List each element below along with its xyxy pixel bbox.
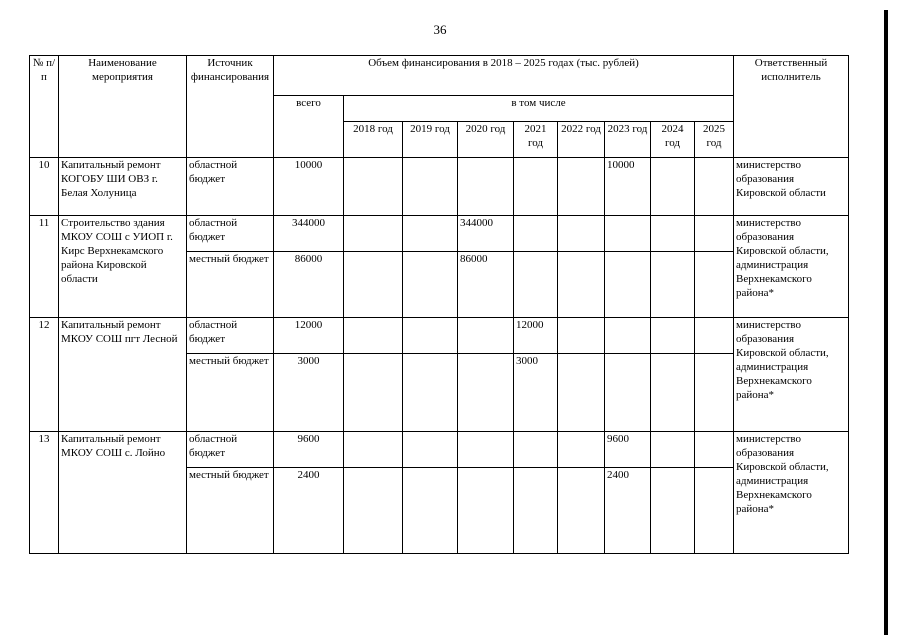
year-amount	[605, 252, 651, 318]
header-funding: Объем финансирования в 2018 – 2025 годах (тыс. рублей)	[274, 56, 734, 96]
year-amount	[558, 432, 605, 468]
year-amount	[695, 318, 734, 354]
year-amount	[458, 318, 514, 354]
year-amount	[695, 158, 734, 216]
year-amount	[458, 354, 514, 432]
table-row	[30, 318, 849, 354]
year-amount: 10000	[605, 158, 651, 216]
row-number: 10	[30, 158, 59, 216]
year-amount	[344, 432, 403, 468]
header-year: 2018 год	[344, 122, 403, 158]
header-source: Источник финансирования	[187, 56, 274, 158]
responsible-executor: министерство образования Кировской области, администрация Верхнекамского района*	[734, 216, 849, 318]
year-amount	[458, 432, 514, 468]
funding-table	[29, 55, 849, 554]
total-amount: 12000	[274, 318, 344, 354]
total-amount: 10000	[274, 158, 344, 216]
header-num: № п/п	[30, 56, 59, 158]
year-amount	[695, 252, 734, 318]
total-amount: 3000	[274, 354, 344, 432]
year-amount	[651, 354, 695, 432]
year-amount	[403, 432, 458, 468]
header-year: 2019 год	[403, 122, 458, 158]
year-amount	[403, 252, 458, 318]
header-year: 2024 год	[651, 122, 695, 158]
table-row	[30, 158, 849, 216]
page-edge-line	[884, 10, 888, 635]
year-amount	[651, 252, 695, 318]
year-amount	[344, 216, 403, 252]
activity-name: Капитальный ремонт КОГОБУ ШИ ОВЗ г. Белая Холуница	[59, 158, 187, 216]
year-amount	[651, 216, 695, 252]
year-amount	[695, 432, 734, 468]
year-amount	[403, 354, 458, 432]
year-amount	[344, 318, 403, 354]
year-amount	[558, 354, 605, 432]
year-amount	[514, 252, 558, 318]
year-amount	[344, 252, 403, 318]
activity-name: Капитальный ремонт МКОУ СОШ с. Лойно	[59, 432, 187, 554]
funding-source: местный бюджет	[187, 468, 274, 554]
year-amount	[514, 216, 558, 252]
total-amount: 344000	[274, 216, 344, 252]
responsible-executor: министерство образования Кировской области, администрация Верхнекамского района*	[734, 432, 849, 554]
year-amount	[403, 216, 458, 252]
year-amount	[651, 468, 695, 554]
year-amount: 344000	[458, 216, 514, 252]
year-amount	[558, 158, 605, 216]
table-row	[30, 216, 849, 252]
header-total: всего	[274, 96, 344, 158]
year-amount: 2400	[605, 468, 651, 554]
header-including: в том числе	[344, 96, 734, 122]
activity-name: Строительство здания МКОУ СОШ с УИОП г. Кирс Верхнекамского района Кировской области	[59, 216, 187, 318]
year-amount	[558, 216, 605, 252]
table-header	[30, 56, 849, 158]
year-amount	[514, 432, 558, 468]
year-amount	[344, 468, 403, 554]
table-row	[30, 432, 849, 468]
responsible-executor: министерство образования Кировской области, администрация Верхнекамского района*	[734, 318, 849, 432]
year-amount	[558, 468, 605, 554]
header-year: 2025 год	[695, 122, 734, 158]
year-amount	[403, 468, 458, 554]
year-amount	[605, 318, 651, 354]
row-number: 11	[30, 216, 59, 318]
header-year: 2021 год	[514, 122, 558, 158]
total-amount: 86000	[274, 252, 344, 318]
year-amount: 12000	[514, 318, 558, 354]
total-amount: 2400	[274, 468, 344, 554]
total-amount: 9600	[274, 432, 344, 468]
year-amount	[695, 216, 734, 252]
year-amount	[651, 158, 695, 216]
funding-source: местный бюджет	[187, 252, 274, 318]
year-amount	[605, 216, 651, 252]
year-amount: 86000	[458, 252, 514, 318]
table-body	[30, 158, 849, 554]
funding-source: областной бюджет	[187, 216, 274, 252]
header-year: 2023 год	[605, 122, 651, 158]
year-amount	[403, 318, 458, 354]
responsible-executor: министерство образования Кировской области	[734, 158, 849, 216]
year-amount: 3000	[514, 354, 558, 432]
year-amount	[344, 354, 403, 432]
year-amount	[558, 252, 605, 318]
year-amount: 9600	[605, 432, 651, 468]
header-responsible: Ответственный исполнитель	[734, 56, 849, 158]
funding-source: местный бюджет	[187, 354, 274, 432]
header-year: 2022 год	[558, 122, 605, 158]
year-amount	[514, 158, 558, 216]
year-amount	[344, 158, 403, 216]
year-amount	[695, 468, 734, 554]
year-amount	[458, 468, 514, 554]
page-number: 36	[433, 22, 447, 37]
row-number: 12	[30, 318, 59, 432]
year-amount	[403, 158, 458, 216]
header-year: 2020 год	[458, 122, 514, 158]
funding-source: областной бюджет	[187, 158, 274, 216]
year-amount	[695, 354, 734, 432]
funding-source: областной бюджет	[187, 432, 274, 468]
year-amount	[514, 468, 558, 554]
activity-name: Капитальный ремонт МКОУ СОШ пгт Лесной	[59, 318, 187, 432]
year-amount	[458, 158, 514, 216]
funding-source: областной бюджет	[187, 318, 274, 354]
year-amount	[651, 318, 695, 354]
year-amount	[605, 354, 651, 432]
year-amount	[558, 318, 605, 354]
row-number: 13	[30, 432, 59, 554]
header-name: Наименование мероприятия	[59, 56, 187, 158]
year-amount	[651, 432, 695, 468]
